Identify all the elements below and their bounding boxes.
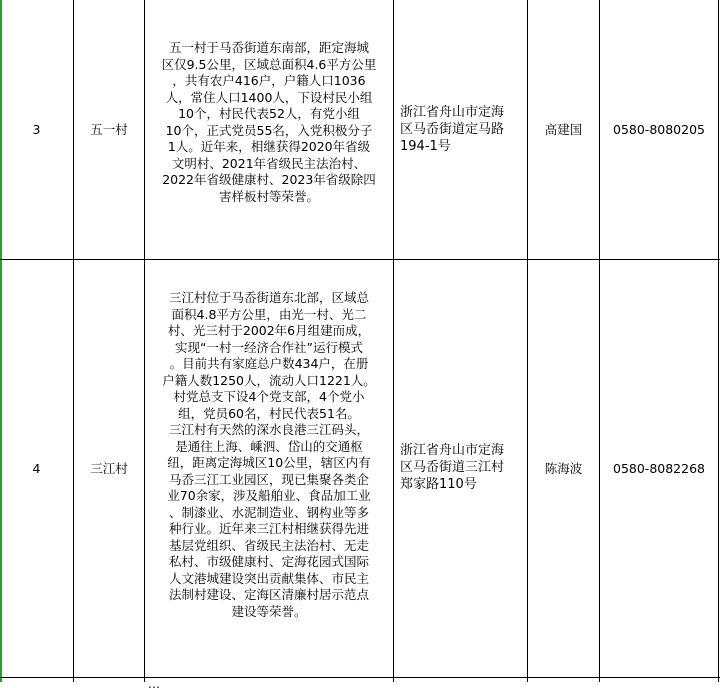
description-line: 纽，距离定海城区10公里，辖区内有 (167, 455, 371, 470)
description-line: 1人。近年来，相继获得2020年省级 (167, 139, 371, 154)
description-line: 人文港城建设突出贡献集体、市民主 (168, 570, 369, 586)
village-address (400, 442, 525, 493)
description-line: ，共有农户416户，户籍人口1036 (172, 73, 366, 88)
description-line: 。目前共有家庭总户数434户，在册 (169, 356, 369, 371)
description-line: 法制村建设、定海区清廉村居示范点 (168, 587, 369, 602)
address-line: 区马岙街道三江村 (400, 460, 505, 475)
village-name: 三江村 (90, 460, 128, 476)
description-line: 马岙三江工业园区，现已集聚各类企 (168, 471, 369, 487)
description-line: 2022年省级健康村、2023年省级除四 (162, 172, 376, 187)
address-line: 郑家路110号 (400, 477, 477, 492)
description-line: 区仅9.5公里，区域总面积4.6平方公里 (161, 56, 377, 72)
description-line: 三江村位于马岙街道东北部，区域总 (168, 290, 369, 305)
description-line: 村、光三村于2002年6月组建而成， (167, 323, 371, 338)
description-line: 人，常住人口1400人，下设村民小组 (165, 89, 373, 105)
grid-col-divider (393, 0, 394, 682)
grid-right-border (718, 0, 719, 682)
village-name: 五一村 (90, 121, 128, 137)
description-line: 种行业。近年来三江村相继获得先进 (168, 521, 369, 536)
description-line: 业70余家，涉及船舶业、食品加工业 (167, 488, 371, 503)
village-address (400, 104, 525, 155)
address-line: 浙江省舟山市定海 (400, 443, 505, 458)
village-description (146, 40, 392, 205)
grid-row-divider (0, 677, 720, 678)
description-line: 组，党员60名，村民代表51名。 (178, 405, 360, 421)
next-row-partial-text: … (148, 677, 160, 691)
description-line: 五一村于马岙街道东南部，距定海城 (168, 40, 369, 55)
row-index: 4 (32, 460, 41, 476)
description-line: 、制漆业、水泥制造业、钢构业等多 (168, 504, 369, 520)
contact-person: 陈海波 (544, 460, 583, 476)
description-line: 10个，正式党员55名，入党积极分子 (165, 122, 373, 138)
description-line: 建设等荣誉。 (231, 603, 307, 619)
contact-phone: 0580-8080205 (613, 121, 705, 137)
row-index: 3 (32, 121, 41, 137)
description-line: 实现“一村一经济合作社”运行模式 (175, 339, 363, 355)
description-line: 害样板村等荣誉。 (218, 188, 319, 204)
description-line: 10个，村民代表52人，有党小组 (178, 106, 360, 121)
grid-col-divider (144, 0, 145, 682)
address-line: 194-1号 (400, 139, 451, 154)
address-line: 区马岙街道定马路 (400, 122, 505, 137)
description-line: 是通往上海、嵊泗、岱山的交通枢 (175, 438, 363, 454)
address-line: 浙江省舟山市定海 (400, 105, 505, 120)
contact-phone: 0580-8082268 (613, 460, 705, 476)
description-line: 私村、市级健康村、定海花园式国际 (168, 554, 369, 569)
description-line: 户籍人数1250人，流动人口1221人。 (162, 372, 376, 388)
village-description (146, 290, 392, 620)
contact-person: 高建国 (544, 121, 583, 137)
description-line: 基层党组织、省级民主法治村、无走 (168, 537, 369, 553)
description-line: 面积4.8平方公里，由光一村、光二 (171, 306, 367, 322)
description-line: 村党总支下设4个党支部，4个党小 (173, 389, 365, 404)
description-line: 文明村、2021年省级民主法治村、 (171, 155, 367, 171)
description-line: 三江村有天然的深水良港三江码头， (168, 422, 369, 437)
